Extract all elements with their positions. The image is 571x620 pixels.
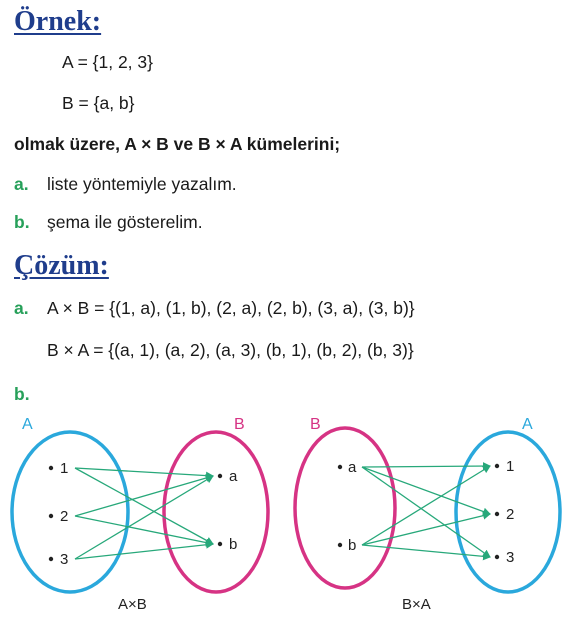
axb-set-a-ellipse [12, 432, 128, 592]
bxa-item-a: a [348, 459, 357, 476]
axb-item-a: a [229, 468, 238, 485]
bxa-dot-1 [495, 464, 499, 468]
axb-item-2: 2 [60, 508, 69, 525]
axb-list: A × B = {(1, a), (1, b), (2, a), (2, b), (3, a), (3, b)} [47, 298, 415, 318]
bxa-right-set-name: A [522, 416, 533, 433]
axb-item-b: b [229, 536, 238, 553]
solution-part-b-label: b. [14, 384, 30, 404]
bxa-list: B × A = {(a, 1), (a, 2), (a, 3), (b, 1), (b, 2), (b, 3)} [47, 340, 414, 360]
example-part-b-text: şema ile gösterelim. [47, 212, 203, 232]
bxa-dot-b [338, 543, 342, 547]
axb-dot-1 [49, 466, 53, 470]
arrow-2-b [75, 516, 213, 544]
example-heading: Örnek: [14, 6, 102, 37]
problem-statement: olmak üzere, A × B ve B × A kümelerini; [14, 134, 341, 154]
axb-dot-a [218, 474, 222, 478]
axb-dot-b [218, 542, 222, 546]
solution-part-a-label: a. [14, 298, 29, 318]
axb-dot-2 [49, 514, 53, 518]
bxa-arrows [362, 466, 490, 557]
bxa-set-b-ellipse [295, 428, 395, 588]
axb-right-set-name: B [234, 416, 245, 433]
axb-item-3: 3 [60, 551, 69, 568]
bxa-caption: B×A [402, 596, 431, 613]
bxa-dot-3 [495, 555, 499, 559]
bxa-dot-a [338, 465, 342, 469]
bxa-item-1: 1 [506, 458, 515, 475]
arrow-1-a [75, 468, 213, 476]
solution-heading: Çözüm: [14, 250, 109, 281]
bxa-dot-2 [495, 512, 499, 516]
set-b-definition: B = {a, b} [62, 93, 135, 113]
arrow-b-2 [362, 514, 490, 545]
bxa-item-b: b [348, 537, 357, 554]
axb-diagram [12, 416, 268, 613]
arrow-b-3 [362, 545, 490, 557]
axb-set-b-ellipse [164, 432, 268, 592]
arrow-a-2 [362, 467, 490, 514]
arrow-1-b [75, 468, 213, 544]
arrow-a-3 [362, 467, 490, 557]
bxa-left-set-name: B [310, 416, 321, 433]
example-part-a-text: liste yöntemiyle yazalım. [47, 174, 237, 194]
bxa-item-3: 3 [506, 549, 515, 566]
axb-arrows [75, 468, 213, 559]
axb-item-1: 1 [60, 460, 69, 477]
example-part-b-label: b. [14, 212, 30, 232]
example-part-a-label: a. [14, 174, 29, 194]
axb-caption: A×B [118, 596, 147, 613]
set-a-definition: A = {1, 2, 3} [62, 52, 153, 72]
arrow-a-1 [362, 466, 490, 467]
bxa-diagram [295, 416, 560, 613]
axb-dot-3 [49, 557, 53, 561]
arrow-2-a [75, 476, 213, 516]
axb-left-set-name: A [22, 416, 33, 433]
arrow-b-1 [362, 466, 490, 545]
bxa-item-2: 2 [506, 506, 515, 523]
